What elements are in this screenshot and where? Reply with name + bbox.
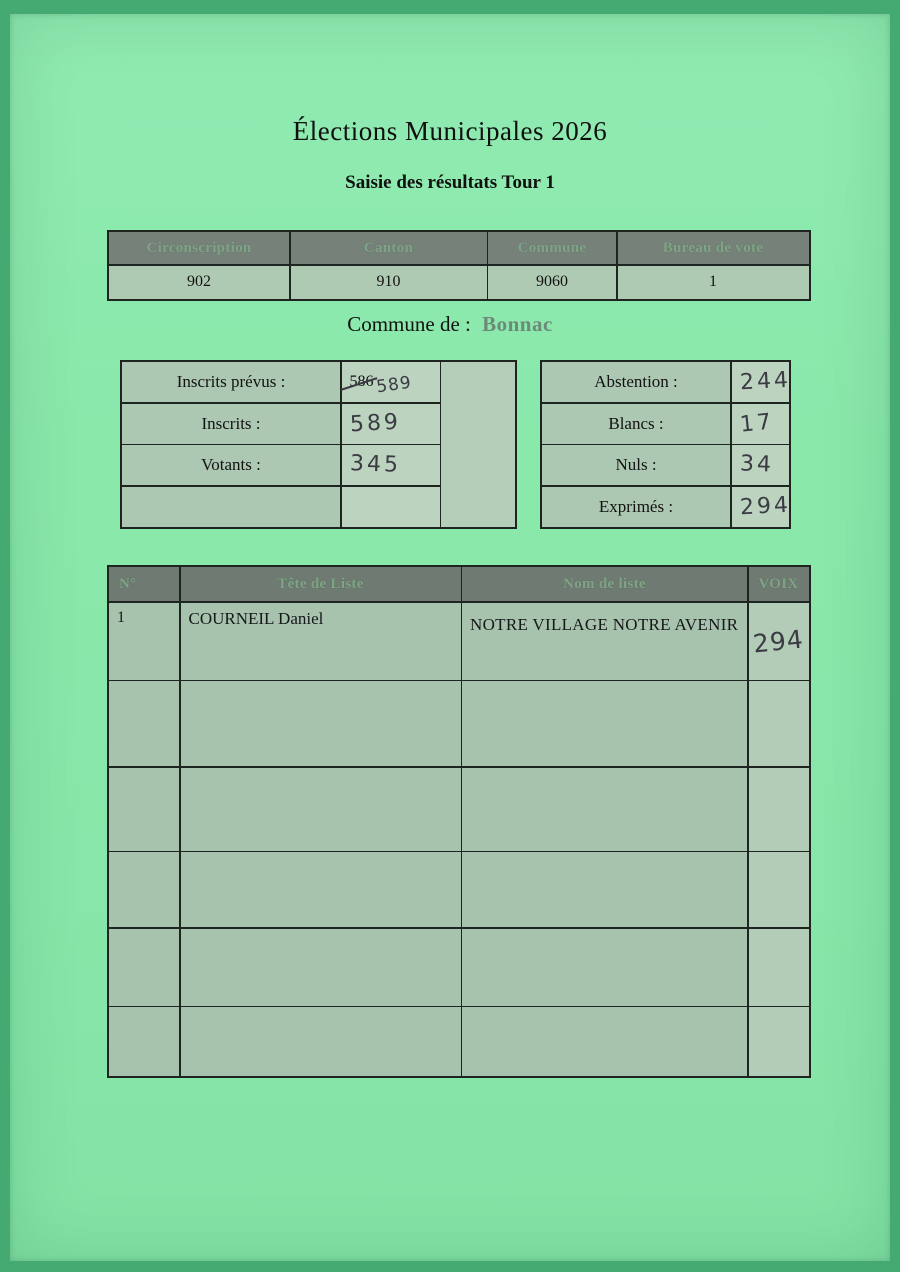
scanned-election-form <box>10 14 890 1261</box>
handwritten-blancs: 17 <box>738 408 775 438</box>
count-value-nuls <box>732 445 789 485</box>
results-row-tete <box>181 1007 461 1076</box>
counts-spacer-cell <box>441 362 515 527</box>
printed-inscrits-prevus: 586 <box>349 373 374 390</box>
handwritten-voix: 294 <box>751 623 806 659</box>
count-label-blancs: Blancs : <box>542 404 730 444</box>
count-label-inscrits: Inscrits : <box>122 404 340 444</box>
results-row-liste <box>462 768 747 851</box>
handwritten-nuls: 34 <box>739 451 774 478</box>
count-label-abstention: Abstention : <box>542 362 730 402</box>
count-value-votants <box>342 445 440 485</box>
location-table <box>107 230 811 301</box>
results-row-num: 1 <box>109 603 179 680</box>
results-row-voix <box>749 852 809 927</box>
commune-label: Commune de : <box>347 312 471 336</box>
results-table <box>107 565 811 1078</box>
results-row-tete: COURNEIL Daniel <box>181 603 461 680</box>
location-value-commune: 9060 <box>488 266 616 299</box>
counts-left-table <box>120 360 517 529</box>
count-label-inscrits-prevus: Inscrits prévus : <box>122 362 340 402</box>
count-label-nuls: Nuls : <box>542 445 730 485</box>
commune-name: Bonnac <box>482 312 553 336</box>
results-header-liste: Nom de liste <box>462 567 747 601</box>
location-header-commune: Commune <box>488 232 616 264</box>
results-header-tete: Tête de Liste <box>181 567 461 601</box>
count-value-abstention <box>732 362 792 402</box>
results-row-tete <box>181 681 461 766</box>
count-value-exprimes <box>732 487 792 527</box>
counts-right-table <box>540 360 791 529</box>
results-row-num <box>109 929 179 1006</box>
location-value-canton: 910 <box>291 266 487 299</box>
handwritten-inscrits-prevus: 589 <box>374 372 413 397</box>
count-value-empty <box>342 487 440 527</box>
location-value-circonscription: 902 <box>109 266 289 299</box>
location-value-bureau: 1 <box>618 266 809 299</box>
location-header-circonscription: Circonscription <box>109 232 289 264</box>
results-row-num <box>109 681 179 766</box>
count-label-exprimes: Exprimés : <box>542 487 730 527</box>
results-row-num <box>109 852 179 927</box>
handwritten-votants: 345 <box>349 451 401 478</box>
results-row-voix <box>749 929 809 1006</box>
results-row-voix <box>749 603 809 680</box>
handwritten-abstention: 244 <box>738 367 792 396</box>
results-row-liste: NOTRE VILLAGE NOTRE AVENIR <box>462 603 747 680</box>
form-title: Élections Municipales 2026 <box>292 116 608 146</box>
results-row-liste <box>462 681 747 766</box>
results-row-num <box>109 1007 179 1076</box>
results-row-liste <box>462 1007 747 1076</box>
results-row-liste <box>462 852 747 927</box>
form-subtitle: Saisie des résultats Tour 1 <box>345 172 555 193</box>
results-row-tete <box>181 852 461 927</box>
results-row-voix <box>749 681 809 766</box>
count-label-empty <box>122 487 340 527</box>
handwritten-inscrits: 589 <box>348 409 402 437</box>
results-row-voix <box>749 1007 809 1076</box>
results-header-num: N° <box>109 567 179 601</box>
results-header-voix: VOIX <box>749 567 809 601</box>
results-row-tete <box>181 768 461 851</box>
commune-line <box>10 312 890 337</box>
handwritten-exprimes: 294 <box>738 492 792 520</box>
results-row-num <box>109 768 179 851</box>
results-row-liste <box>462 929 747 1006</box>
results-row-voix <box>749 768 809 851</box>
count-value-inscrits-prevus <box>342 362 440 402</box>
count-value-blancs <box>732 404 789 444</box>
count-label-votants: Votants : <box>122 445 340 485</box>
count-value-inscrits <box>342 404 440 444</box>
location-header-bureau: Bureau de vote <box>618 232 809 264</box>
results-row-tete <box>181 929 461 1006</box>
location-header-canton: Canton <box>291 232 487 264</box>
